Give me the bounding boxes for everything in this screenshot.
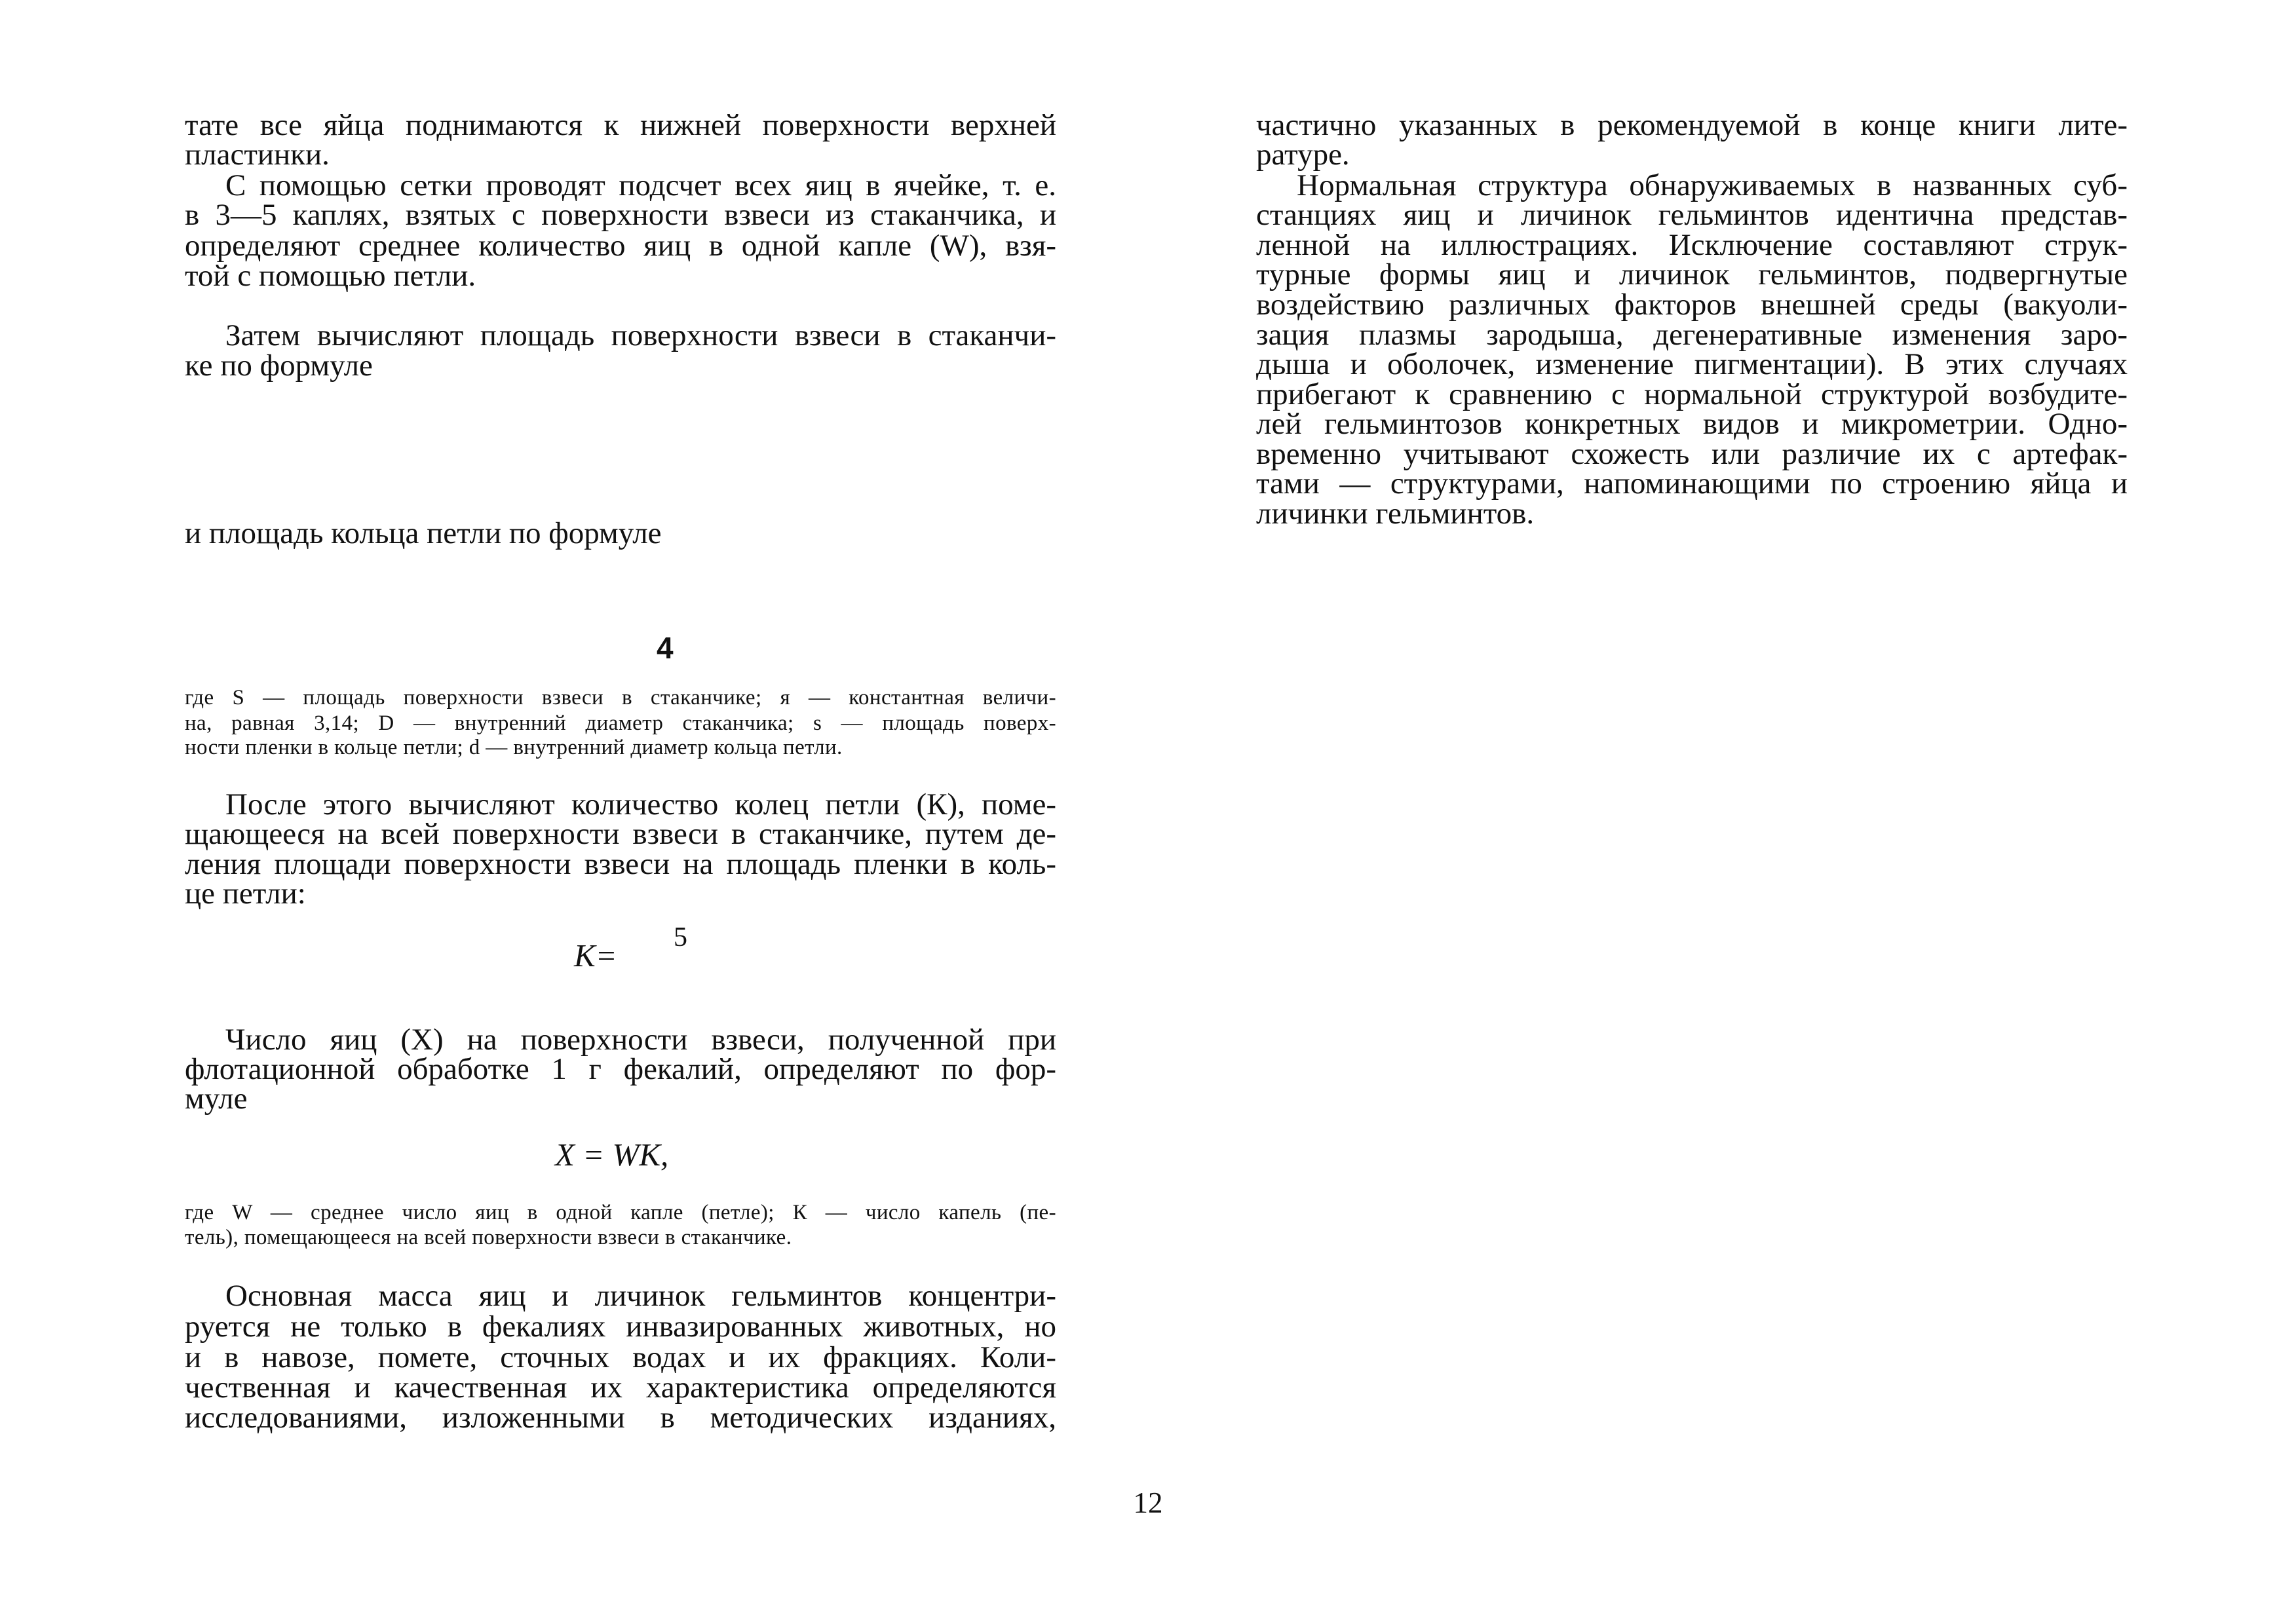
text-line: муле xyxy=(185,1082,248,1116)
footnote-line: тель), помещающееся на всей поверхности взвеси в стаканчике. xyxy=(185,1226,792,1249)
text-line: щающееся на всей поверхности взвеси в стаканчике, путем де- xyxy=(185,817,1056,851)
text-line: Нормальная структура обнаруживаемых в названных суб- xyxy=(1297,168,2128,202)
text-line: той с помощью петли. xyxy=(185,259,476,293)
text-line: частично указанных в рекомендуемой в конце книги лите- xyxy=(1256,108,2128,142)
text-line: и площадь кольца петли по формуле xyxy=(185,516,662,550)
text-line: ления площади поверхности взвеси на площадь пленки в коль- xyxy=(185,847,1056,881)
text-line: ке по формуле xyxy=(185,349,373,383)
text-line: тами — структурами, напоминающими по строению яйца и xyxy=(1256,466,2128,500)
footnote-line: где W — среднее число яиц в одной капле (петле); К — число капель (пе- xyxy=(185,1201,1056,1224)
text-line: С помощью сетки проводят подсчет всех яиц в ячейке, т. е. xyxy=(225,168,1056,202)
text-line: ратуре. xyxy=(1256,138,1350,172)
text-line: воздействию различных факторов внешней среды (вакуоли- xyxy=(1256,288,2128,322)
footnote-line: ности пленки в кольце петли; d — внутренний диаметр кольца петли. xyxy=(185,736,843,759)
text-line: це петли: xyxy=(185,877,306,911)
right-column xyxy=(1256,0,2128,1624)
text-line: Число яиц (X) на поверхности взвеси, полученной при xyxy=(225,1023,1056,1057)
text-line: в 3—5 каплях, взятых с поверхности взвеси из стаканчика, и xyxy=(185,198,1056,232)
text-line: турные формы яиц и личинок гельминтов, подвергнутые xyxy=(1256,257,2128,292)
text-line: После этого вычисляют количество колец петли (К), поме- xyxy=(225,787,1056,821)
formula-k: К= xyxy=(574,937,617,973)
text-line: определяют среднее количество яиц в одной капле (W), взя- xyxy=(185,229,1056,263)
text-line: дыша и оболочек, изменение пигментации). В этих случаях xyxy=(1256,347,2128,381)
text-line: флотационной обработке 1 г фекалий, определяют по фор- xyxy=(185,1052,1056,1086)
footnote-line: где S — площадь поверхности взвеси в стаканчике; я — константная величи- xyxy=(185,686,1056,709)
text-line: тате все яйца поднимаются к нижней поверхности верхней xyxy=(185,108,1056,142)
text-line: лей гельминтозов конкретных видов и микрометрии. Одно- xyxy=(1256,407,2128,441)
formula-number: 4 xyxy=(657,631,674,665)
text-line: исследованиями, изложенными в методических изданиях, xyxy=(185,1401,1056,1435)
text-line: прибегают к сравнению с нормальной структурой возбудите- xyxy=(1256,377,2128,411)
text-line: временно учитывают схожесть или различие их с артефак- xyxy=(1256,437,2128,471)
text-line: и в навозе, помете, сточных водах и их фракциях. Коли- xyxy=(185,1340,1056,1374)
text-line: станциях яиц и личинок гельминтов идентична представ- xyxy=(1256,198,2128,232)
left-column xyxy=(185,0,1056,1624)
formula-x: X = WK, xyxy=(555,1137,669,1173)
text-line: Основная масса яиц и личинок гельминтов концентри- xyxy=(225,1279,1056,1313)
text-line: личинки гельминтов. xyxy=(1256,497,1535,531)
page-number: 12 xyxy=(1133,1486,1163,1519)
text-line: зация плазмы зародыша, дегенеративные изменения заро- xyxy=(1256,318,2128,352)
text-line: пластинки. xyxy=(185,138,330,172)
text-line: Затем вычисляют площадь поверхности взвеси в стаканчи- xyxy=(225,318,1056,352)
footnote-line: на, равная 3,14; D — внутренний диаметр стаканчика; s — площадь поверх- xyxy=(185,711,1056,735)
formula-number: 5 xyxy=(674,922,687,953)
text-line: чественная и качественная их характеристика определяются xyxy=(185,1370,1056,1405)
text-line: ленной на иллюстрациях. Исключение составляют струк- xyxy=(1256,228,2128,262)
text-line: руется не только в фекалиях инвазированных животных, но xyxy=(185,1310,1056,1344)
